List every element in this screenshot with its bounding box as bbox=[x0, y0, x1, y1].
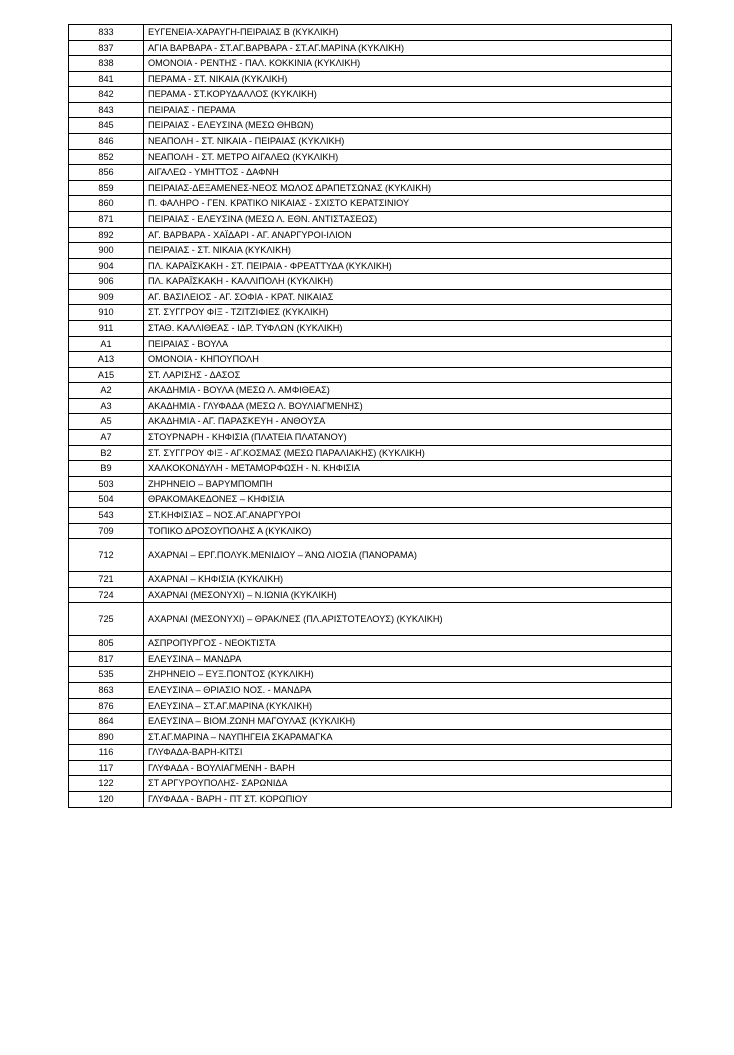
route-code-cell: 890 bbox=[69, 729, 144, 745]
table-row bbox=[69, 40, 672, 56]
table-row bbox=[69, 682, 672, 698]
table-row bbox=[69, 729, 672, 745]
route-code-cell: 876 bbox=[69, 698, 144, 714]
route-description-cell: ΠΕΙΡΑΙΑΣ - ΣΤ. ΝΙΚΑΙΑ (ΚΥΚΛΙΚΗ) bbox=[144, 243, 672, 259]
route-code-cell: Α3 bbox=[69, 398, 144, 414]
table-row bbox=[69, 587, 672, 603]
route-code-cell: 120 bbox=[69, 792, 144, 808]
route-description-cell: ΣΤΟΥΡΝΑΡΗ - ΚΗΦΙΣΙΑ (ΠΛΑΤΕΙΑ ΠΛΑΤΑΝΟΥ) bbox=[144, 430, 672, 446]
table-row bbox=[69, 227, 672, 243]
table-row bbox=[69, 760, 672, 776]
table-row bbox=[69, 336, 672, 352]
route-description-cell: ΑΚΑΔΗΜΙΑ - ΑΓ. ΠΑΡΑΣΚΕΥΗ - ΑΝΘΟΥΣΑ bbox=[144, 414, 672, 430]
table-row bbox=[69, 243, 672, 259]
route-description-cell: ΠΕΙΡΑΙΑΣ - ΕΛΕΥΣΙΝΑ (ΜΕΣΩ ΘΗΒΩΝ) bbox=[144, 118, 672, 134]
route-code-cell: 845 bbox=[69, 118, 144, 134]
route-description-cell: ΑΙΓΑΛΕΩ - ΥΜΗΤΤΟΣ - ΔΑΦΝΗ bbox=[144, 165, 672, 181]
route-description-cell: ΖΗΡΗΝΕΙΟ – ΕΥΞ.ΠΟΝΤΟΣ (ΚΥΚΛΙΚΗ) bbox=[144, 667, 672, 683]
route-description-cell: ΑΧΑΡΝΑΙ (ΜΕΣΟΝΥΧΙ) – ΘΡΑΚ/ΝΕΣ (ΠΛ.ΑΡΙΣΤΟΤΕΛΟΥΣ) (ΚΥΚΛΙΚΗ) bbox=[144, 603, 672, 636]
route-description-cell: ΕΛΕΥΣΙΝΑ – ΘΡΙΑΣΙΟ ΝΟΣ. - ΜΑΝΔΡΑ bbox=[144, 682, 672, 698]
table-row bbox=[69, 118, 672, 134]
route-description-cell: ΠΕΙΡΑΙΑΣ - ΕΛΕΥΣΙΝΑ (ΜΕΣΩ Λ. ΕΘΝ. ΑΝΤΙΣΤΑΣΕΩΣ) bbox=[144, 211, 672, 227]
table-row bbox=[69, 776, 672, 792]
route-description-cell: ΝΕΑΠΟΛΗ - ΣΤ. ΝΙΚΑΙΑ - ΠΕΙΡΑΙΑΣ (ΚΥΚΛΙΚΗ) bbox=[144, 134, 672, 150]
route-description-cell: ΠΕΡΑΜΑ - ΣΤ. ΝΙΚΑΙΑ (ΚΥΚΛΙΚΗ) bbox=[144, 71, 672, 87]
route-code-cell: 856 bbox=[69, 165, 144, 181]
route-code-cell: 117 bbox=[69, 760, 144, 776]
route-description-cell: ΠΕΙΡΑΙΑΣ - ΠΕΡΑΜΑ bbox=[144, 102, 672, 118]
route-description-cell: ΘΡΑΚΟΜΑΚΕΔΟΝΕΣ – ΚΗΦΙΣΙΑ bbox=[144, 492, 672, 508]
route-code-cell: 503 bbox=[69, 476, 144, 492]
table-row bbox=[69, 352, 672, 368]
route-code-cell: Β9 bbox=[69, 461, 144, 477]
table-row bbox=[69, 698, 672, 714]
route-description-cell: ΑΧΑΡΝΑΙ (ΜΕΣΟΝΥΧΙ) – Ν.ΙΩΝΙΑ (ΚΥΚΛΙΚΗ) bbox=[144, 587, 672, 603]
route-code-cell: 900 bbox=[69, 243, 144, 259]
table-row bbox=[69, 667, 672, 683]
route-description-cell: ΟΜΟΝΟΙΑ - ΚΗΠΟΥΠΟΛΗ bbox=[144, 352, 672, 368]
route-description-cell: ΕΛΕΥΣΙΝΑ – ΣΤ.ΑΓ.ΜΑΡΙΝΑ (ΚΥΚΛΙΚΗ) bbox=[144, 698, 672, 714]
table-row bbox=[69, 25, 672, 41]
table-row bbox=[69, 87, 672, 103]
table-row bbox=[69, 383, 672, 399]
route-description-cell: ΑΣΠΡΟΠΥΡΓΟΣ - ΝΕΟΚΤΙΣΤΑ bbox=[144, 636, 672, 652]
table-row bbox=[69, 745, 672, 761]
route-description-cell: ΣΤ ΑΡΓΥΡΟΥΠΟΛΗΣ- ΣΑΡΩΝΙΔΑ bbox=[144, 776, 672, 792]
route-code-cell: 909 bbox=[69, 289, 144, 305]
route-description-cell: ΕΛΕΥΣΙΝΑ – ΒΙΟΜ.ΖΩΝΗ ΜΑΓΟΥΛΑΣ (ΚΥΚΛΙΚΗ) bbox=[144, 714, 672, 730]
route-code-cell: 841 bbox=[69, 71, 144, 87]
route-description-cell: ΑΚΑΔΗΜΙΑ - ΒΟΥΛΑ (ΜΕΣΩ Λ. ΑΜΦΙΘΕΑΣ) bbox=[144, 383, 672, 399]
table-row bbox=[69, 102, 672, 118]
route-description-cell: ΖΗΡΗΝΕΙΟ – ΒΑΡΥΜΠΟΜΠΗ bbox=[144, 476, 672, 492]
route-code-cell: 725 bbox=[69, 603, 144, 636]
table-row bbox=[69, 714, 672, 730]
route-code-cell: 863 bbox=[69, 682, 144, 698]
table-row bbox=[69, 507, 672, 523]
route-description-cell: Π. ΦΑΛΗΡΟ - ΓΕΝ. ΚΡΑΤΙΚΟ ΝΙΚΑΙΑΣ - ΣΧΙΣΤΟ ΚΕΡΑΤΣΙΝΙΟΥ bbox=[144, 196, 672, 212]
table-row bbox=[69, 492, 672, 508]
route-description-cell: ΑΧΑΡΝΑΙ – ΚΗΦΙΣΙΑ (ΚΥΚΛΙΚΗ) bbox=[144, 572, 672, 588]
route-description-cell: ΠΕΡΑΜΑ - ΣΤ.ΚΟΡΥΔΑΛΛΟΣ (ΚΥΚΛΙΚΗ) bbox=[144, 87, 672, 103]
table-row bbox=[69, 414, 672, 430]
route-code-cell: 833 bbox=[69, 25, 144, 41]
table-row bbox=[69, 461, 672, 477]
route-code-cell: 904 bbox=[69, 258, 144, 274]
route-code-cell: 122 bbox=[69, 776, 144, 792]
route-code-cell: 721 bbox=[69, 572, 144, 588]
route-code-cell: Α2 bbox=[69, 383, 144, 399]
route-code-cell: 838 bbox=[69, 56, 144, 72]
route-description-cell: ΟΜΟΝΟΙΑ - ΡΕΝΤΗΣ - ΠΑΛ. ΚΟΚΚΙΝΙΑ (ΚΥΚΛΙΚΗ) bbox=[144, 56, 672, 72]
route-code-cell: 712 bbox=[69, 539, 144, 572]
route-code-cell: 843 bbox=[69, 102, 144, 118]
route-description-cell: ΣΤ. ΣΥΓΓΡΟΥ ΦΙΞ - ΤΖΙΤΖΙΦΙΕΣ (ΚΥΚΛΙΚΗ) bbox=[144, 305, 672, 321]
route-description-cell: ΠΕΙΡΑΙΑΣ-ΔΕΞΑΜΕΝΕΣ-ΝΕΟΣ ΜΩΛΟΣ ΔΡΑΠΕΤΣΩΝΑΣ (ΚΥΚΛΙΚΗ) bbox=[144, 180, 672, 196]
table-row bbox=[69, 134, 672, 150]
route-description-cell: ΑΧΑΡΝΑΙ – ΕΡΓ.ΠΟΛΥΚ.ΜΕΝΙΔΙΟΥ – ΆΝΩ ΛΙΟΣΙΑ (ΠΑΝΟΡΑΜΑ) bbox=[144, 539, 672, 572]
table-row bbox=[69, 258, 672, 274]
table-row bbox=[69, 211, 672, 227]
table-row bbox=[69, 539, 672, 572]
table-row bbox=[69, 651, 672, 667]
route-description-cell: ΠΛ. ΚΑΡΑΪΣΚΑΚΗ - ΚΑΛΛΙΠΟΛΗ (ΚΥΚΛΙΚΗ) bbox=[144, 274, 672, 290]
route-description-cell: ΣΤ.ΑΓ.ΜΑΡΙΝΑ – ΝΑΥΠΗΓΕΙΑ ΣΚΑΡΑΜΑΓΚΑ bbox=[144, 729, 672, 745]
route-code-cell: 892 bbox=[69, 227, 144, 243]
route-description-cell: ΠΕΙΡΑΙΑΣ - ΒΟΥΛΑ bbox=[144, 336, 672, 352]
table-row bbox=[69, 305, 672, 321]
route-code-cell: 860 bbox=[69, 196, 144, 212]
route-description-cell: ΠΛ. ΚΑΡΑΪΣΚΑΚΗ - ΣΤ. ΠΕΙΡΑΙΑ - ΦΡΕΑΤΤΥΔΑ (ΚΥΚΛΙΚΗ) bbox=[144, 258, 672, 274]
route-code-cell: 817 bbox=[69, 651, 144, 667]
route-description-cell: ΑΓ. ΒΑΡΒΑΡΑ - ΧΑΪΔΑΡΙ - ΑΓ. ΑΝΑΡΓΥΡΟΙ-ΙΛΙΟΝ bbox=[144, 227, 672, 243]
route-code-cell: 864 bbox=[69, 714, 144, 730]
table-row bbox=[69, 430, 672, 446]
route-description-cell: ΓΛΥΦΑΔΑ - ΒΟΥΛΙΑΓΜΕΝΗ - ΒΑΡΗ bbox=[144, 760, 672, 776]
table-row bbox=[69, 149, 672, 165]
route-description-cell: ΓΛΥΦΑΔΑ - ΒΑΡΗ - ΠΤ ΣΤ. ΚΟΡΩΠΙΟΥ bbox=[144, 792, 672, 808]
route-code-cell: 724 bbox=[69, 587, 144, 603]
route-description-cell: ΧΑΛΚΟΚΟΝΔΥΛΗ - ΜΕΤΑΜΟΡΦΩΣΗ - Ν. ΚΗΦΙΣΙΑ bbox=[144, 461, 672, 477]
route-code-cell: 535 bbox=[69, 667, 144, 683]
route-description-cell: ΣΤ.ΚΗΦΙΣΙΑΣ – ΝΟΣ.ΑΓ.ΑΝΑΡΓΥΡΟΙ bbox=[144, 507, 672, 523]
route-description-cell: ΑΓΙΑ ΒΑΡΒΑΡΑ - ΣΤ.ΑΓ.ΒΑΡΒΑΡΑ - ΣΤ.ΑΓ.ΜΑΡΙΝΑ (ΚΥΚΛΙΚΗ) bbox=[144, 40, 672, 56]
route-code-cell: Α7 bbox=[69, 430, 144, 446]
table-row bbox=[69, 523, 672, 539]
route-description-cell: ΤΟΠΙΚΟ ΔΡΟΣΟΥΠΟΛΗΣ Α (ΚΥΚΛΙΚΟ) bbox=[144, 523, 672, 539]
table-row bbox=[69, 165, 672, 181]
route-code-cell: 906 bbox=[69, 274, 144, 290]
route-description-cell: ΣΤ. ΣΥΓΓΡΟΥ ΦΙΞ - ΑΓ.ΚΟΣΜΑΣ (ΜΕΣΩ ΠΑΡΑΛΙΑΚΗΣ) (ΚΥΚΛΙΚΗ) bbox=[144, 445, 672, 461]
route-code-cell: 846 bbox=[69, 134, 144, 150]
route-code-cell: Α1 bbox=[69, 336, 144, 352]
table-row bbox=[69, 196, 672, 212]
route-code-cell: Α13 bbox=[69, 352, 144, 368]
table-row bbox=[69, 320, 672, 336]
table-row bbox=[69, 636, 672, 652]
route-description-cell: ΕΛΕΥΣΙΝΑ – ΜΑΝΔΡΑ bbox=[144, 651, 672, 667]
route-description-cell: ΑΓ. ΒΑΣΙΛΕΙΟΣ - ΑΓ. ΣΟΦΙΑ - ΚΡΑΤ. ΝΙΚΑΙΑΣ bbox=[144, 289, 672, 305]
route-code-cell: 859 bbox=[69, 180, 144, 196]
route-description-cell: ΣΤ. ΛΑΡΙΣΗΣ - ΔΑΣΟΣ bbox=[144, 367, 672, 383]
route-code-cell: Α15 bbox=[69, 367, 144, 383]
route-code-cell: 910 bbox=[69, 305, 144, 321]
route-code-cell: 911 bbox=[69, 320, 144, 336]
table-row bbox=[69, 180, 672, 196]
table-row bbox=[69, 445, 672, 461]
route-code-cell: 837 bbox=[69, 40, 144, 56]
route-table bbox=[68, 24, 672, 808]
table-row bbox=[69, 398, 672, 414]
route-code-cell: 709 bbox=[69, 523, 144, 539]
table-row bbox=[69, 71, 672, 87]
table-row bbox=[69, 274, 672, 290]
route-code-cell: Β2 bbox=[69, 445, 144, 461]
route-code-cell: 871 bbox=[69, 211, 144, 227]
route-code-cell: 842 bbox=[69, 87, 144, 103]
route-code-cell: 805 bbox=[69, 636, 144, 652]
table-row bbox=[69, 572, 672, 588]
route-description-cell: ΝΕΑΠΟΛΗ - ΣΤ. ΜΕΤΡΟ ΑΙΓΑΛΕΩ (ΚΥΚΛΙΚΗ) bbox=[144, 149, 672, 165]
route-description-cell: ΓΛΥΦΑΔΑ-ΒΑΡΗ-ΚΙΤΣΙ bbox=[144, 745, 672, 761]
table-row bbox=[69, 367, 672, 383]
route-code-cell: 504 bbox=[69, 492, 144, 508]
table-row bbox=[69, 289, 672, 305]
route-code-cell: 116 bbox=[69, 745, 144, 761]
table-row bbox=[69, 56, 672, 72]
route-description-cell: ΣΤΑΘ. ΚΑΛΛΙΘΕΑΣ - ΙΔΡ. ΤΥΦΛΩΝ (ΚΥΚΛΙΚΗ) bbox=[144, 320, 672, 336]
table-row bbox=[69, 603, 672, 636]
table-row bbox=[69, 792, 672, 808]
route-code-cell: 852 bbox=[69, 149, 144, 165]
route-description-cell: ΕΥΓΕΝΕΙΑ-ΧΑΡΑΥΓΗ-ΠΕΙΡΑΙΑΣ Β (ΚΥΚΛΙΚΗ) bbox=[144, 25, 672, 41]
route-description-cell: ΑΚΑΔΗΜΙΑ - ΓΛΥΦΑΔΑ (ΜΕΣΩ Λ. ΒΟΥΛΙΑΓΜΕΝΗΣ) bbox=[144, 398, 672, 414]
route-table-body bbox=[69, 25, 672, 808]
route-code-cell: 543 bbox=[69, 507, 144, 523]
table-row bbox=[69, 476, 672, 492]
route-code-cell: Α5 bbox=[69, 414, 144, 430]
